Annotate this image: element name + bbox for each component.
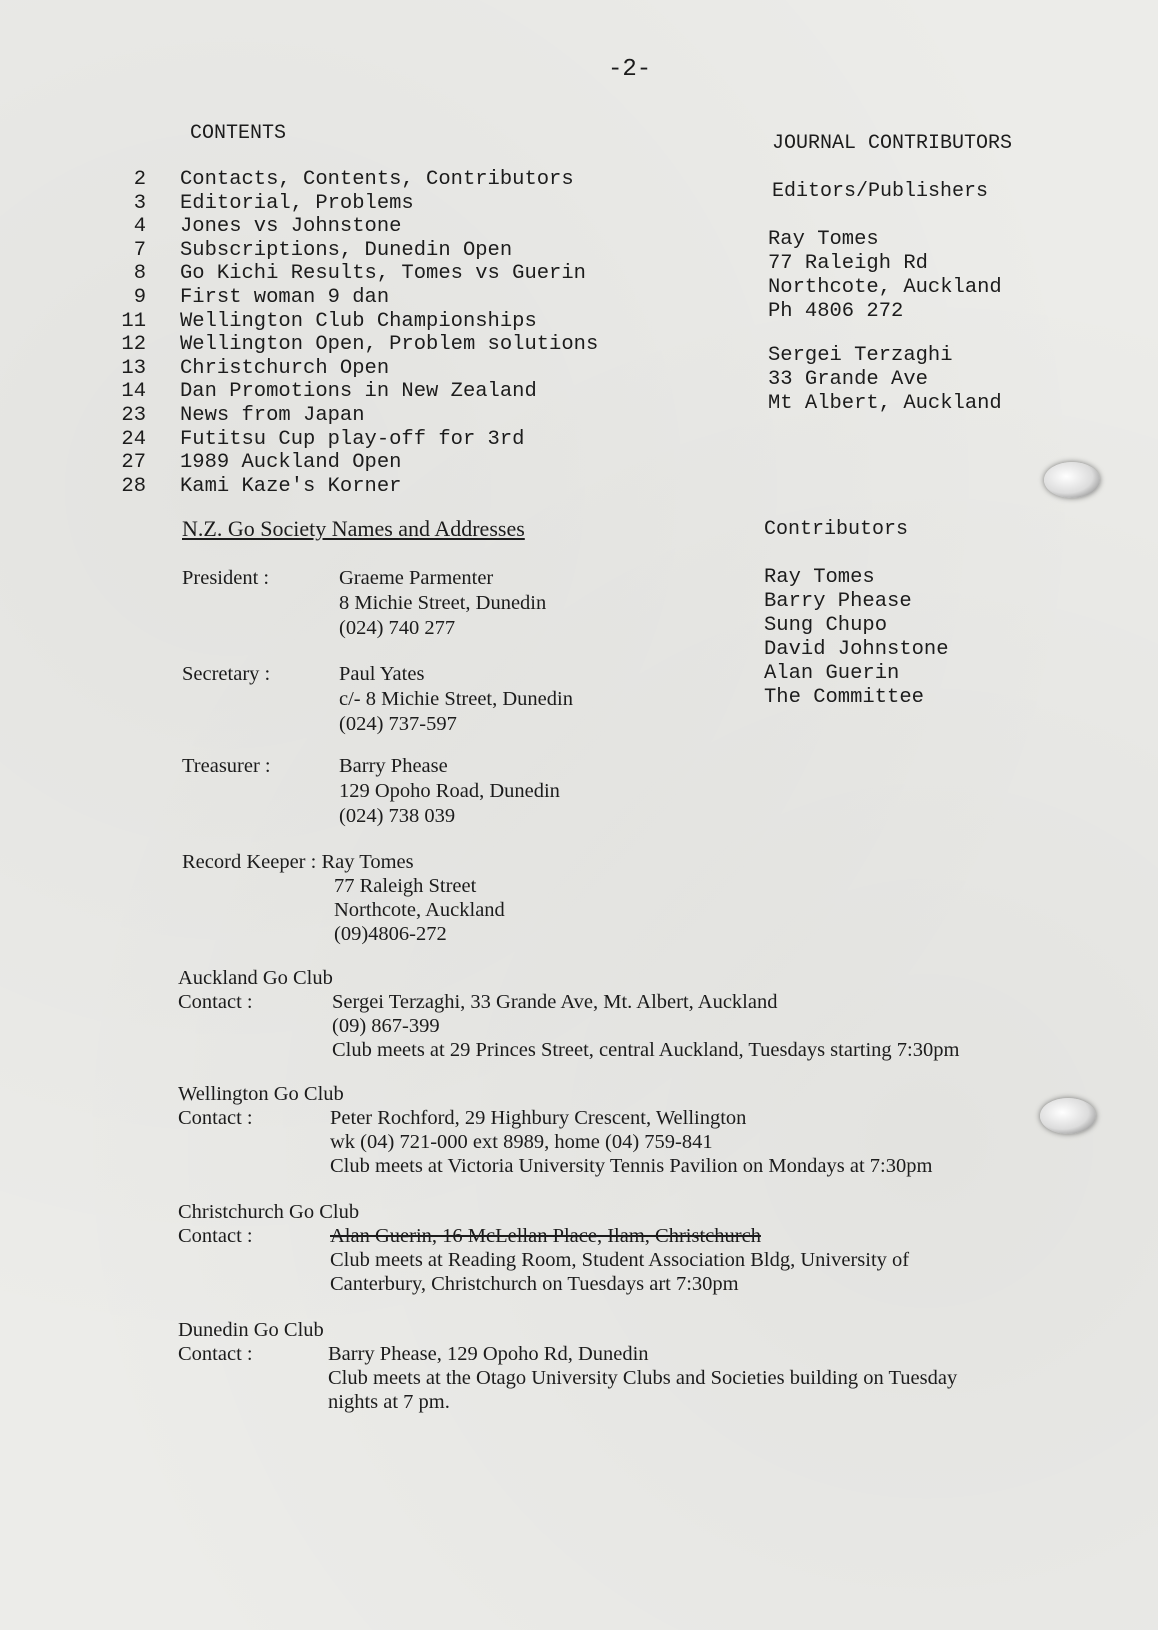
contents-item bbox=[110, 357, 598, 381]
contents-item bbox=[110, 239, 598, 263]
officer-address: 129 Opoho Road, Dunedin bbox=[339, 780, 560, 802]
club-name: Christchurch Go Club bbox=[178, 1201, 360, 1223]
club-meeting: Club meets at the Otago University Clubs and Societies building on Tuesday bbox=[328, 1367, 958, 1389]
contents-item-title: First woman 9 dan bbox=[180, 285, 390, 309]
officer-address: Northcote, Auckland bbox=[334, 899, 505, 921]
contents-item-title: Editorial, Problems bbox=[180, 191, 414, 215]
club-contact-label: Contact : bbox=[178, 1343, 253, 1365]
club-contact-label: Contact : bbox=[178, 1225, 253, 1247]
contents-page-number: 12 bbox=[121, 333, 146, 357]
contents-item bbox=[110, 286, 598, 310]
society-heading: N.Z. Go Society Names and Addresses bbox=[182, 516, 525, 541]
contributors-heading: Contributors bbox=[764, 518, 909, 541]
editor-name: Ray Tomes bbox=[768, 228, 879, 251]
contributor-name: Sung Chupo bbox=[764, 614, 888, 637]
contents-item bbox=[110, 262, 598, 286]
club-auckland bbox=[178, 966, 960, 1061]
contents-item-title: Go Kichi Results, Tomes vs Guerin bbox=[180, 262, 586, 286]
hole-punch-icon bbox=[1044, 462, 1100, 498]
officer-name: Barry Phease bbox=[339, 755, 448, 777]
page-number: -2- bbox=[608, 56, 652, 83]
club-contact: Barry Phease, 129 Opoho Rd, Dunedin bbox=[328, 1343, 649, 1365]
contents-item-title: Futitsu Cup play-off for 3rd bbox=[180, 427, 525, 451]
officer-name: Graeme Parmenter bbox=[339, 567, 494, 589]
contents-page-number: 2 bbox=[133, 168, 146, 191]
contents-item bbox=[110, 380, 598, 404]
contents-page-number: 23 bbox=[121, 403, 146, 427]
club-contact: Peter Rochford, 29 Highbury Crescent, Wellington bbox=[330, 1107, 747, 1129]
contents-page-number: 11 bbox=[121, 309, 146, 333]
club-contact: Sergei Terzaghi, 33 Grande Ave, Mt. Albert, Auckland bbox=[332, 991, 778, 1013]
contributors-list bbox=[764, 566, 949, 710]
club-meeting: Canterbury, Christchurch on Tuesdays art 7:30pm bbox=[330, 1273, 739, 1295]
contents-item-title: Subscriptions, Dunedin Open bbox=[180, 238, 513, 262]
officer-phone: (024) 738 039 bbox=[339, 805, 456, 827]
contents-item bbox=[110, 404, 598, 428]
editor-block bbox=[768, 344, 1002, 416]
officer-role: Treasurer : bbox=[182, 755, 271, 777]
officer-phone: (024) 740 277 bbox=[339, 617, 456, 639]
editor-block bbox=[768, 228, 1002, 324]
officer-address: 8 Michie Street, Dunedin bbox=[339, 592, 547, 614]
contents-page-number: 13 bbox=[121, 356, 146, 380]
contents-page-number: 14 bbox=[121, 380, 146, 404]
contents-item-title: Contacts, Contents, Contributors bbox=[180, 168, 574, 191]
contents-heading: CONTENTS bbox=[190, 122, 287, 145]
contents-item-title: Wellington Club Championships bbox=[180, 309, 537, 333]
editor-address: Mt Albert, Auckland bbox=[768, 392, 1002, 415]
officer-role: President : bbox=[182, 567, 270, 589]
officer-role: Record Keeper : Ray Tomes bbox=[182, 851, 414, 873]
officer-record-keeper bbox=[182, 850, 505, 945]
club-contact-label: Contact : bbox=[178, 991, 253, 1013]
editor-address: 77 Raleigh Rd bbox=[768, 252, 928, 275]
contents-item bbox=[110, 333, 598, 357]
contributor-name: Ray Tomes bbox=[764, 566, 875, 589]
contents-list bbox=[110, 168, 598, 498]
contents-item-title: Wellington Open, Problem solutions bbox=[180, 333, 599, 357]
contributor-name: David Johnstone bbox=[764, 638, 949, 661]
officer-address: c/- 8 Michie Street, Dunedin bbox=[339, 688, 573, 710]
contents-page-number: 8 bbox=[133, 262, 146, 286]
officer-role: Secretary : bbox=[182, 663, 271, 685]
contents-item-title: Kami Kaze's Korner bbox=[180, 474, 402, 498]
contents-item-title: 1989 Auckland Open bbox=[180, 451, 402, 475]
contents-item bbox=[110, 475, 598, 499]
club-meeting: nights at 7 pm. bbox=[328, 1391, 450, 1413]
contents-item-title: Dan Promotions in New Zealand bbox=[180, 380, 537, 404]
contents-item bbox=[110, 215, 598, 239]
officer-name: Paul Yates bbox=[339, 663, 425, 685]
editor-address: 33 Grande Ave bbox=[768, 368, 928, 391]
contributor-name: Alan Guerin bbox=[764, 662, 900, 685]
contents-page-number: 7 bbox=[133, 238, 146, 262]
officer-phone: (09)4806-272 bbox=[334, 923, 447, 945]
journal-contributors-heading: JOURNAL CONTRIBUTORS bbox=[772, 132, 1013, 155]
editor-name: Sergei Terzaghi bbox=[768, 344, 953, 367]
club-name: Dunedin Go Club bbox=[178, 1319, 324, 1341]
club-phone: (09) 867-399 bbox=[332, 1015, 440, 1037]
contributor-name: Barry Phease bbox=[764, 590, 912, 613]
contents-item-title: News from Japan bbox=[180, 403, 365, 427]
officer-phone: (024) 737-597 bbox=[339, 713, 457, 735]
club-phone: wk (04) 721-000 ext 8989, home (04) 759-841 bbox=[330, 1131, 713, 1153]
officer-address: 77 Raleigh Street bbox=[334, 875, 477, 897]
club-meeting: Club meets at Victoria University Tennis Pavilion on Mondays at 7:30pm bbox=[330, 1155, 933, 1177]
club-meeting: Club meets at Reading Room, Student Association Bldg, University of bbox=[330, 1249, 910, 1271]
contents-page-number: 27 bbox=[121, 451, 146, 475]
contents-item bbox=[110, 428, 598, 452]
contents-page-number: 24 bbox=[121, 427, 146, 451]
editors-heading: Editors/Publishers bbox=[772, 180, 989, 203]
contents-item-title: Christchurch Open bbox=[180, 356, 390, 380]
club-wellington bbox=[178, 1082, 933, 1177]
contents-item-title: Jones vs Johnstone bbox=[180, 215, 402, 239]
hole-punch-icon bbox=[1040, 1098, 1096, 1134]
club-meeting: Club meets at 29 Princes Street, central Auckland, Tuesdays starting 7:30pm bbox=[332, 1039, 960, 1061]
club-christchurch bbox=[178, 1200, 910, 1295]
contents-page-number: 9 bbox=[133, 285, 146, 309]
club-name: Wellington Go Club bbox=[178, 1083, 344, 1105]
contents-item bbox=[110, 310, 598, 334]
contents-page-number: 28 bbox=[121, 474, 146, 498]
contents-page-number: 3 bbox=[133, 191, 146, 215]
club-name: Auckland Go Club bbox=[178, 967, 333, 989]
contributor-name: The Committee bbox=[764, 686, 924, 709]
editor-address: Northcote, Auckland bbox=[768, 276, 1002, 299]
club-contact-label: Contact : bbox=[178, 1107, 253, 1129]
contents-page-number: 4 bbox=[133, 215, 146, 239]
club-dunedin bbox=[178, 1318, 958, 1413]
contents-item bbox=[110, 168, 598, 192]
club-contact-struck: Alan Guerin, 16 McLellan Place, Ilam, Christchurch bbox=[330, 1225, 761, 1247]
contents-item bbox=[110, 451, 598, 475]
editor-phone: Ph 4806 272 bbox=[768, 300, 904, 323]
contents-item bbox=[110, 192, 598, 216]
